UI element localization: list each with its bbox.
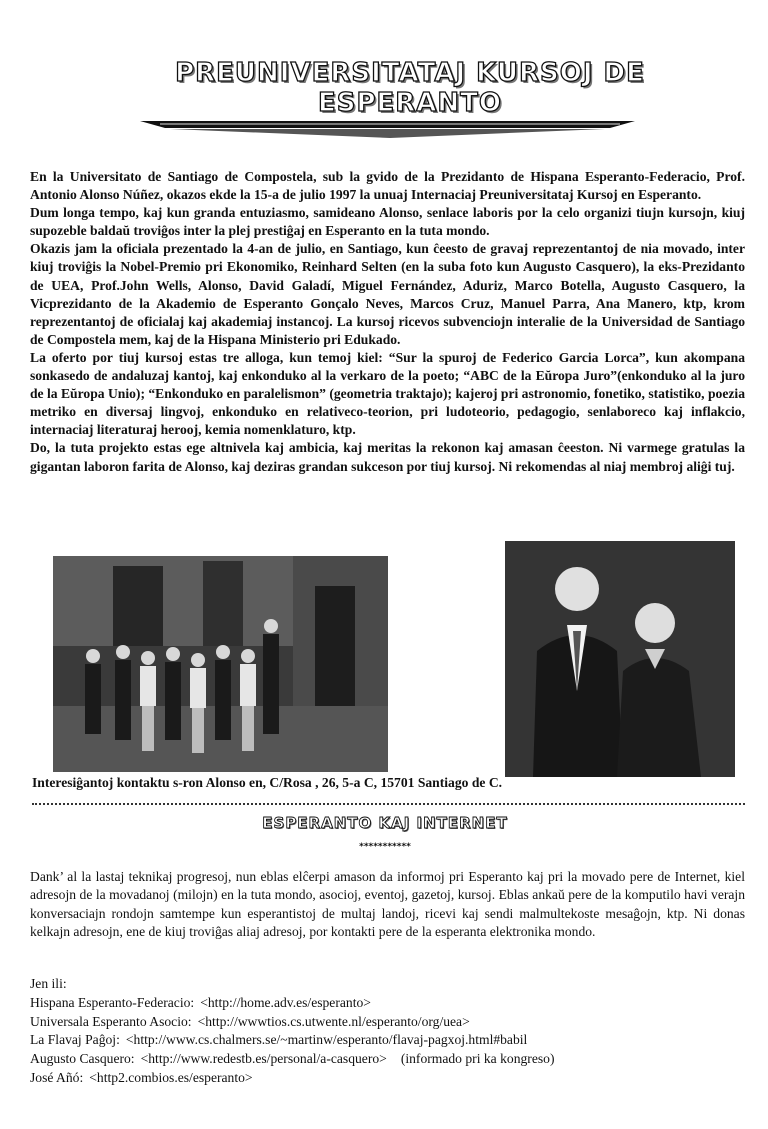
link-label: Augusto Casquero:: [30, 1051, 135, 1067]
article-paragraph: Okazis jam la oficiala prezentado la 4-an de julio, en Santiago, kun ĉeesto de gravaj reprezentantoj de nia movado, inter kiuj troviĝis la Nobel-Premio pri Ekonomiko, Reinhard Selten (en la suba foto kun Augusto Casquero), la eks-Prezidanto de UEA, Prof.John Wells, Alonso, David Galadí, Miguel Fernández, Aduriz, Marco Botella, Augusto Casquero, la Vicprezidanto de la Akademio de Esperanto Gonçalo Neves, Marcos Cruz, Manuel Parra, Ana Manero, ktp, krom reprezentantoj de oficialaj kaj akademiaj instancoj. La kursoj ricevos subvenciojn interalie de la Universidad de Santiago de Compostela mem, kaj de la Hispana Ministerio pri Edukado.: [30, 241, 745, 347]
link-url[interactable]: <http://www.redestb.es/personal/a-casquero>: [140, 1051, 387, 1067]
link-label: Hispana Esperanto-Federacio:: [30, 994, 195, 1010]
article-body: [30, 168, 745, 476]
article-paragraph: La oferto por tiuj kursoj estas tre alloga, kun temoj kiel: “Sur la spuroj de Federico Garcia Lorca”, kun akompana sonkasedo de andaluzaj kantoj, kaj enkonduko al la verkaro de la poeto; “ABC de la Eŭropa Juro”(enkonduko al la juro de la Eŭropa Unio); “Enkonduko en paralelismon” (geometria traktajo); kajeroj pri astronomio, fonetiko, statistiko, poezia metriko en diversaj lingvoj, enkonduko en relativeco-teorion, pri ludoteorio, pedagogio, senlaboreco kaj inflakcio, internaciaj literaturaj herooj, kemia nomenklaturo, ktp.: [30, 349, 745, 438]
section-title: ESPERANTO KAJ INTERNET: [262, 814, 508, 832]
link-label: José Añó:: [30, 1069, 84, 1085]
link-note: (informado pri ka kongreso): [400, 1051, 555, 1067]
link-url[interactable]: <http://www.cs.chalmers.se/~martinw/esperanto/flavaj-pagxoj.html#babil: [125, 1032, 528, 1048]
link-url[interactable]: <http2.combios.es/esperanto>: [89, 1069, 253, 1085]
article-paragraph: En la Universitato de Santiago de Compostela, sub la gvido de la Prezidanto de Hispana Esperanto-Federacio, Prof. Antonio Alonso Núñez, okazos ekde la 15-a de julio 1997 la unuaj Internaciaj Preuniversitataj Kursoj en Esperanto.: [30, 169, 745, 203]
list-item: [30, 1050, 745, 1069]
link-url[interactable]: <http://home.adv.es/esperanto>: [200, 994, 371, 1010]
portrait-photo: [505, 541, 735, 777]
title-decorative-rule: [140, 117, 635, 139]
group-photo: [53, 556, 388, 772]
section-stars: ***********: [359, 842, 411, 852]
link-label: La Flavaj Paĝoj:: [30, 1032, 120, 1048]
list-item: [30, 1031, 745, 1050]
list-item: [30, 1069, 745, 1088]
contact-line: Interesiĝantoj kontaktu s-ron Alonso en, C/Rosa , 26, 5-a C, 15701 Santiago de C.: [32, 775, 503, 790]
links-intro: Jen ili:: [30, 976, 67, 991]
internet-body: [30, 868, 745, 942]
section-divider: [32, 803, 745, 805]
article-paragraph: Do, la tuta projekto estas ege altnivela kaj ambicia, kaj meritas la rekonon kaj amasan ĉeeston. Ni varmege gratulas la gigantan laboron farita de Alonso, kaj deziras grandan sukceson por tiuj kursoj. Ni rekomendas al niaj membroj aliĝi tuj.: [30, 440, 745, 474]
article-paragraph: Dum longa tempo, kaj kun granda entuziasmo, samideano Alonso, senlace laboris por la celo organizi tiujn kursojn, kiuj supozeble baldaŭ troviĝos inter la plej prestiĝaj en Esperanto en la tuta mondo.: [30, 205, 745, 239]
list-item: [30, 994, 745, 1013]
internet-paragraph: Dank’ al la lastaj teknikaj progresoj, nun eblas elĉerpi amason da informoj pri Esperanto kaj pri la movado pere de Internet, kiel adresojn de la movadanoj (milojn) en la tuta mondo, asocioj, eventoj, gazetoj, kursoj. Eblas ankaŭ pere de la komputilo havi verajn konversaciajn rondojn samtempe kun esperantistoj de multaj landoj, ricevi kaj sendi malmultekoste mesaĝojn, ktp. Ni donas kelkajn adresojn, ene de kiuj troviĝas aliaj adresoj, por kontakti pere de la esperanta elektronika mondo.: [30, 869, 745, 940]
page-title: PREUNIVERSITATAJ KURSOJ DE ESPERANTO: [175, 58, 645, 118]
list-item: [30, 1013, 745, 1032]
link-label: Universala Esperanto Asocio:: [30, 1013, 192, 1029]
link-list: [30, 975, 745, 1088]
link-url[interactable]: <http://wwwtios.cs.utwente.nl/esperanto/org/uea>: [197, 1013, 470, 1029]
